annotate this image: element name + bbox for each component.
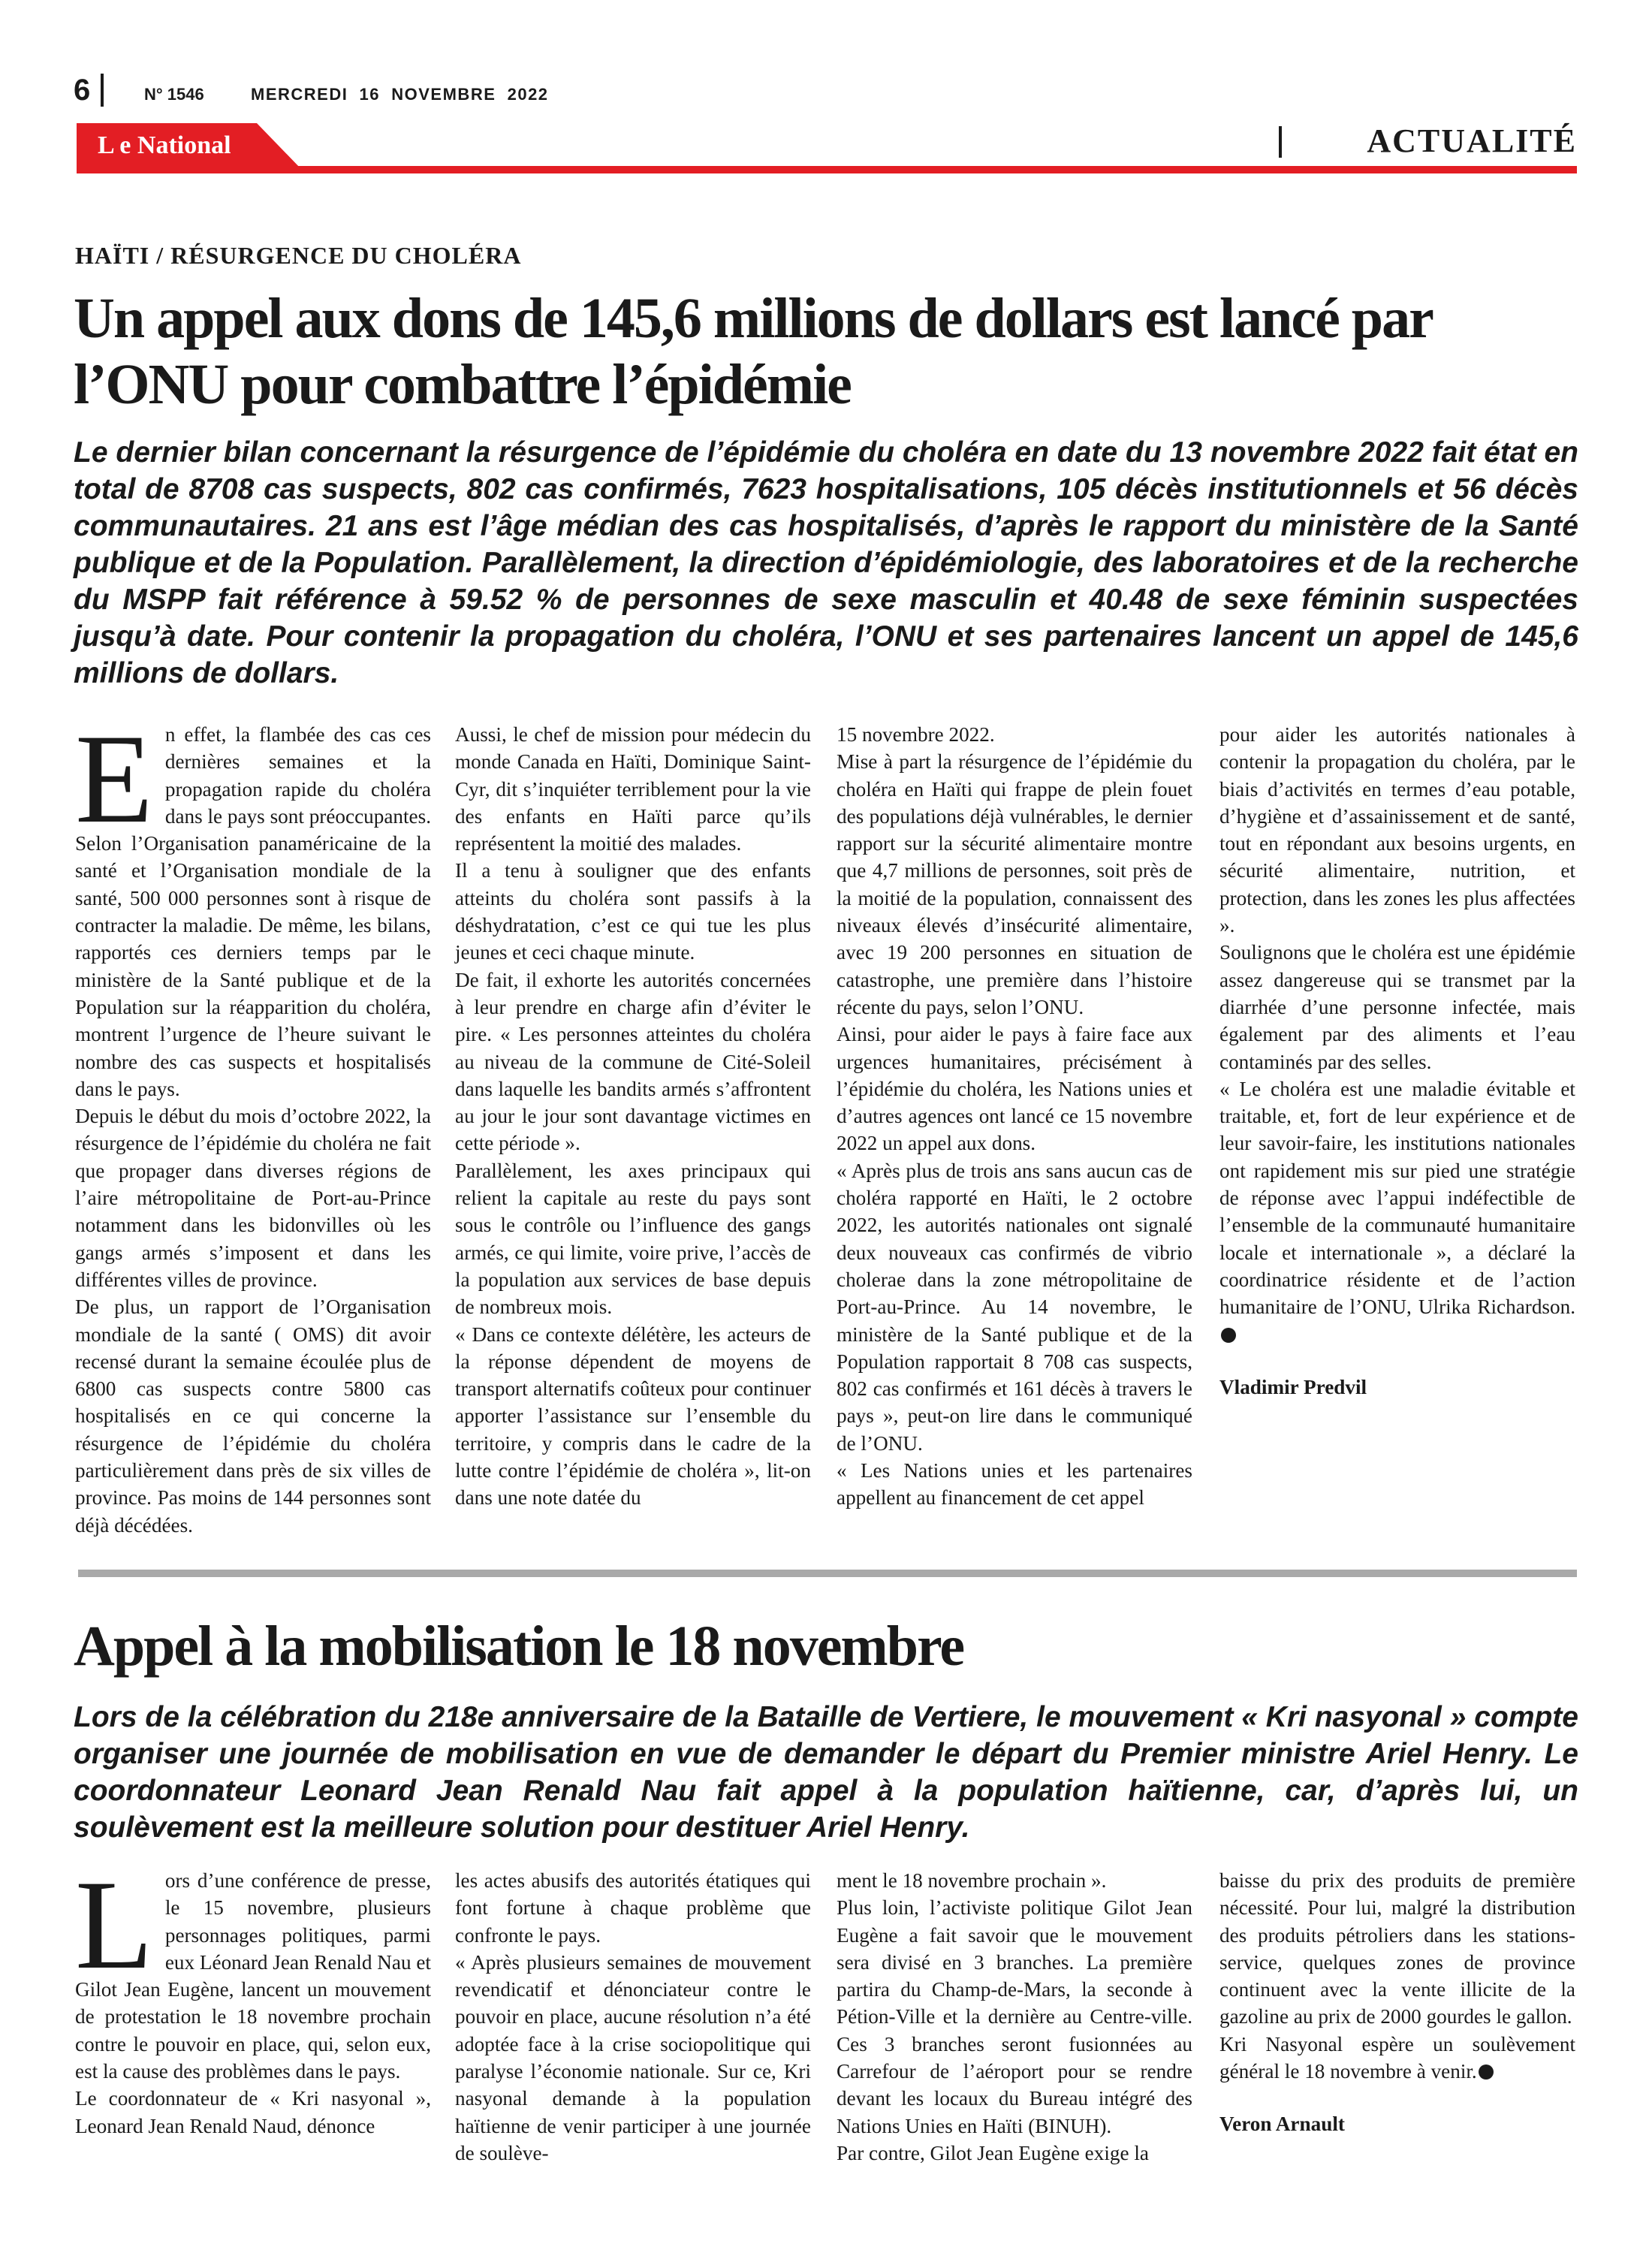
paragraph: De plus, un rapport de l’Organisation mondiale de la santé ( OMS) dit avoir recensé durant la semaine écoulée plus de 6800 cas suspects contre 5800 cas hospitalisés en ce qui concerne la résurgence de l’épidémie du choléra particulièrement dans près de six villes de province. Pas moins de 144 personnes sont déjà décédées. xyxy=(75,1295,431,1537)
section-divider xyxy=(1279,126,1282,158)
issue-number: N° 1546 xyxy=(144,85,204,104)
article-column-3 xyxy=(837,1867,1192,2167)
article-lede: Le dernier bilan concernant la résurgence de l’épidémie du choléra en date du 13 novembre 2022 fait état en total de 8708 cas suspects, 802 cas confirmés, 7623 hospitalisations, 105 décès institutionnels et 56 décès communautaires. 21 ans est l’âge médian des cas hospitalisés, d’après le rapport du ministère de la Santé publique et de la Population. Parallèlement, la direction d’épidémiologie, des laboratoires et de la recherche du MSPP fait référence à 59.52 % de personnes de sexe masculin et 40.48 de sexe féminin suspectées jusqu’à date. Pour contenir la propagation du choléra, l’ONU et ses partenaires lancent un appel de 145,6 millions de dollars. xyxy=(74,436,1578,689)
article-column-2 xyxy=(455,1867,811,2167)
paragraph: pour aider les autorités nationales à contenir la propagation du choléra, par le biais d’activités en termes d’eau potable, d’hygiène et d’assainissement et de santé, tout en répondant aux besoins urgents, en sécurité alimentaire, nutrition, et protection, dans les zones les plus affectées ». xyxy=(1219,723,1575,937)
article-byline: Vladimir Predvil xyxy=(1219,1375,1367,1398)
article-lede: Lors de la célébration du 218e anniversaire de la Bataille de Vertiere, le mouvement « Kri nasyonal » compte organiser une journée de mobilisation en vue de demander le départ du Premier ministre Ariel Henry. Le coordonnateur Leonard Jean Renald Nau fait appel à la population haïtienne, car, d’après lui, un soulèvement est la meilleure solution pour destituer Ariel Henry. xyxy=(74,1701,1578,1844)
brand-logo: L e National xyxy=(98,131,231,159)
article-column-4 xyxy=(1219,721,1575,1401)
drop-cap: L xyxy=(75,1854,153,1995)
paragraph: Plus loin, l’activiste politique Gilot Jean Eugène a fait savoir que le mouvement sera divisé en 3 branches. La première partira du Champ-de-Mars, la seconde à Pétion-Ville et la dernière au Centre-ville. Ces 3 branches seront fusionnées au Carrefour de l’aéroport pour se rendre devant les locaux du Bureau intégré des Nations Unies en Haïti (BINUH). xyxy=(837,1896,1192,2137)
section-name: ACTUALITÉ xyxy=(1367,122,1577,159)
article-separator xyxy=(78,1570,1577,1577)
paragraph: ment le 18 novembre prochain ». xyxy=(837,1869,1107,1892)
article-column-4 xyxy=(1219,1867,1575,2138)
article-column-1 xyxy=(75,708,431,1539)
paragraph xyxy=(75,708,431,1102)
issue-date: MERCREDI 16 NOVEMBRE 2022 xyxy=(251,85,549,104)
paragraph-text: n effet, la flambée des cas ces dernières semaines et la propagation rapide du choléra dans le pays sont préoccupantes. Selon l’Organisation panaméricaine de la santé et l’Organisation mondiale de la santé, 500 000 personnes sont à risque de contracter la maladie. De même, les bilans, rapportés ces derniers temps par le ministère de la Santé publique et de la Population sur la réapparition du choléra, montrent l’urgence de l’heure suivant le nombre des cas suspects et hospitalisés dans le pays. xyxy=(75,723,431,1100)
paragraph: De fait, il exhorte les autorités concernées à leur prendre en charge afin d’éviter le pire. « Les personnes atteintes du choléra au niveau de la commune de Cité-Soleil dans laquelle les bandits armés s’affrontent au jour le jour sont davantage victimes en cette période ». xyxy=(455,968,811,1155)
article-column-3 xyxy=(837,721,1192,1512)
paragraph xyxy=(1219,2031,1575,2086)
paragraph: « Les Nations unies et les partenaires appellent au financement de cet appel xyxy=(837,1459,1192,1510)
paragraph: Aussi, le chef de mission pour médecin du monde Canada en Haïti, Dominique Saint-Cyr, dit s’inquiéter terriblement pour la vie des enfants en Haïti parce qu’ils représentent la moitié des malades. xyxy=(455,723,811,855)
paragraph-text: « Le choléra est une maladie évitable et traitable, et, fort de leur expérience et de leur savoir-faire, les institutions nationales ont rapidement mis sur pied une stratégie de réponse avec l’appui indéfectible de l’ensemble de la communauté humanitaire locale et internationale », a déclaré la coordinatrice résidente et de l’action humanitaire de l’ONU, Ulrika Richardson. xyxy=(1219,1077,1575,1319)
paragraph xyxy=(1219,1075,1575,1348)
article-column-2 xyxy=(455,721,811,1512)
paragraph-text: Kri Nasyonal espère un soulèvement général le 18 novembre à venir. xyxy=(1219,2032,1575,2083)
drop-cap: E xyxy=(75,708,153,849)
paragraph: Le coordonnateur de « Kri nasyonal », Leonard Jean Renald Naud, dénonce xyxy=(75,2087,431,2137)
paragraph: Par contre, Gilot Jean Eugène exige la xyxy=(837,2141,1149,2164)
paragraph: Ainsi, pour aider le pays à faire face aux urgences humanitaires, précisément à l’épidémie du choléra, les Nations unies et d’autres agences ont lancé ce 15 novembre 2022 un appel aux dons. xyxy=(837,1023,1192,1155)
paragraph-text: ors d’une conférence de presse, le 15 novembre, plusieurs personnages politiques, parmi eux Léonard Jean Renald Nau et Gilot Jean Eugène, lancent un mouvement de protestation le 18 novembre prochain contre le pouvoir en place, qui, selon eux, est la cause des problèmes dans le pays. xyxy=(75,1869,431,2083)
header-rule xyxy=(77,166,1577,173)
paragraph: 15 novembre 2022. xyxy=(837,723,995,746)
end-of-article-mark xyxy=(1479,2064,1494,2080)
paragraph: « Dans ce contexte délétère, les acteurs de la réponse dépendent de moyens de transport alternatifs coûteux pour continuer apporter l’assistance sur l’ensemble du territoire, y compris dans le cadre de la lutte contre l’épidémie de choléra », lit-on dans une note datée du xyxy=(455,1323,811,1510)
article-byline: Veron Arnault xyxy=(1219,2113,1345,2136)
article-column-1 xyxy=(75,1854,431,2140)
article-headline: Un appel aux dons de 145,6 millions de dollars est lancé par l’ONU pour combattre l’épidémie xyxy=(74,287,1432,416)
page-number: 6 xyxy=(74,74,91,107)
paragraph: « Après plusieurs semaines de mouvement revendicatif et dénonciateur contre le pouvoir en place, aucune résolution n’a été adoptée face à la crise sociopolitique qui paralyse l’économie nationale. Sur ce, Kri nasyonal demande à la population haïtienne de venir participer à une journée de soulève- xyxy=(455,1950,811,2164)
page-number-divider xyxy=(101,74,104,107)
paragraph: « Après plus de trois ans sans aucun cas de choléra rapporté en Haïti, le 2 octobre 2022, les autorités nationales ont signalé deux nouveaux cas confirmés de vibrio cholerae dans la zone métropolitaine de Port-au-Prince. Au 14 novembre, le ministère de la Santé publique et de la Population rapportait 8 708 cas suspects, 802 cas confirmés et 161 décès à travers le pays », peut-on lire dans le communiqué de l’ONU. xyxy=(837,1159,1192,1455)
article-headline: Appel à la mobilisation le 18 novembre xyxy=(74,1615,964,1678)
end-of-article-mark xyxy=(1221,1328,1236,1343)
paragraph: Soulignons que le choléra est une épidémie assez dangereuse qui se transmet par la diarrhée d’une personne infectée, mais également par des aliments et l’eau contaminés par des selles. xyxy=(1219,941,1575,1073)
paragraph: Il a tenu à souligner que des enfants atteints du choléra sont passifs à la déshydratation, c’est ce qui tue les plus jeunes et ceci chaque minute. xyxy=(455,859,811,964)
paragraph: Depuis le début du mois d’octobre 2022, la résurgence de l’épidémie du choléra ne fait que propager dans diverses régions de l’aire métropolitaine de Port-au-Prince notamment dans les bidonvilles où les gangs armés s’imposent et dans les différentes villes de province. xyxy=(75,1105,431,1291)
paragraph: les actes abusifs des autorités étatiques qui font fortune à chaque problème que confronte le pays. xyxy=(455,1869,811,1947)
paragraph xyxy=(75,1854,431,2085)
paragraph: Mise à part la résurgence de l’épidémie du choléra en Haïti qui frappe de plein fouet des populations déjà vulnérables, le dernier rapport sur la sécurité alimentaire montre que 4,7 millions de personnes, soit près de la moitié de la population, connaissent des niveaux élevés d’insécurité alimentaire, avec 19 200 personnes en situation de catastrophe, une première dans l’histoire récente du pays, selon l’ONU. xyxy=(837,750,1192,1018)
paragraph: baisse du prix des produits de première nécessité. Pour lui, malgré la distribution des produits pétroliers dans les stations-service, quelques zones de province continuent avec la vente illicite de la gazoline au prix de 2000 gourdes le gallon. xyxy=(1219,1869,1575,2028)
article-kicker: HAÏTI / RÉSURGENCE DU CHOLÉRA xyxy=(75,242,522,269)
paragraph: Parallèlement, les axes principaux qui relient la capitale au reste du pays sont sous le contrôle ou l’influence des gangs armés, ce qui limite, voire prive, l’accès de la population aux services de base depuis de nombreux mois. xyxy=(455,1159,811,1319)
